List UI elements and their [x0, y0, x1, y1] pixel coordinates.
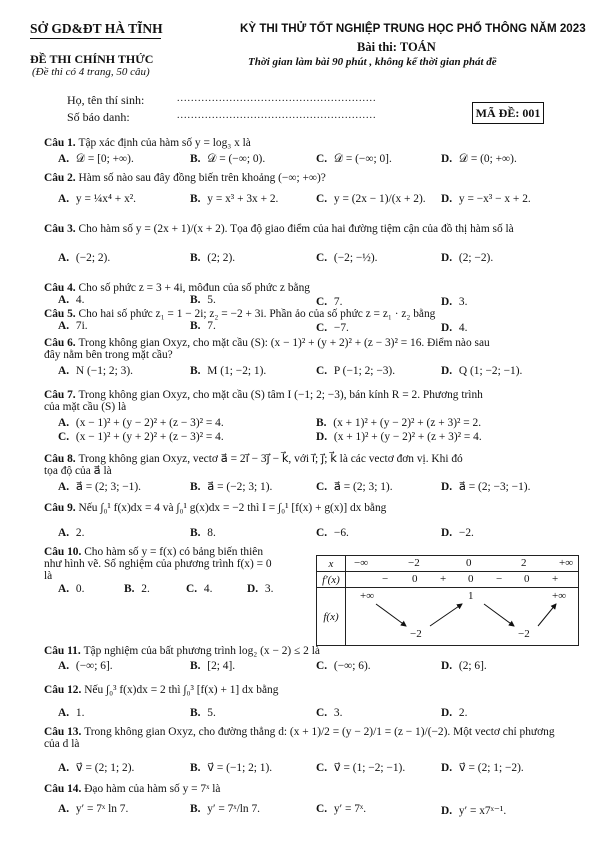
question-text: Đạo hàm của hàm số y = 7ˣ là	[84, 783, 221, 795]
question-text: Tập nghiệm của bất phương trình log₂ (x − 2) ≤ 2 là	[83, 645, 320, 657]
option-text: y = −x³ − x + 2.	[456, 193, 531, 205]
option-letter: C.	[316, 762, 328, 774]
option-text: (x + 1)² + (y − 2)² + (z + 3)² = 4.	[331, 431, 482, 443]
option-text: 1.	[73, 707, 85, 719]
option-letter: D.	[441, 296, 453, 308]
option-letter: A.	[58, 252, 70, 264]
option-text: 3.	[456, 296, 468, 308]
answer-option-a[interactable]	[58, 193, 136, 205]
question-text: Trong không gian Oxyz, cho đường thẳng d: (x + 1)/2 = (y − 2)/1 = (z − 1)/(−2). Một vectơ chỉ phương	[84, 726, 555, 738]
subject-label: Bài thi: TOÁN	[357, 40, 436, 54]
answer-option-c[interactable]	[316, 153, 392, 166]
answer-option-d[interactable]	[441, 365, 522, 377]
option-text: 0.	[73, 583, 85, 595]
option-letter: C.	[316, 365, 328, 377]
question-11	[44, 645, 320, 657]
candidate-id-dots: .........................................................	[177, 110, 377, 121]
option-letter: D.	[247, 583, 259, 595]
candidate-name-label: Họ, tên thí sinh:	[67, 93, 145, 107]
option-text: 3.	[331, 707, 343, 719]
option-letter: B.	[190, 294, 201, 306]
answer-option-b[interactable]	[190, 365, 266, 377]
vt-fp-sign3: −	[496, 573, 503, 585]
answer-option-a[interactable]	[58, 320, 88, 332]
option-letter: C.	[316, 481, 328, 493]
option-letter: B.	[190, 365, 201, 377]
option-text: N (−1; 2; 3).	[73, 365, 133, 377]
option-letter: D.	[441, 527, 453, 539]
question-label: Câu 14.	[44, 783, 85, 795]
question-14	[44, 783, 220, 795]
question-label: Câu 5.	[44, 308, 79, 320]
answer-option-a[interactable]	[58, 660, 113, 672]
answer-option-d[interactable]	[441, 527, 474, 539]
option-letter: D.	[441, 193, 453, 205]
question-9	[44, 502, 386, 514]
question-label: Câu 8.	[44, 453, 79, 465]
question-text: Trong không gian Oxyz, vectơ a⃗ = 2i⃗ − 3j⃗ − k⃗, với i⃗; j⃗; k⃗ là các vectơ đơn vị. Khi đó	[78, 453, 463, 465]
vt-f-start: +∞	[360, 590, 375, 602]
answer-option-b[interactable]	[190, 707, 216, 719]
option-letter: B.	[190, 762, 201, 774]
time-note: Thời gian làm bài 90 phút , không kể thời gian phát đề	[248, 56, 497, 68]
header-divider	[30, 38, 161, 39]
question-label: Câu 1.	[44, 137, 79, 149]
option-letter: D.	[441, 805, 453, 817]
vt-arrows	[346, 588, 578, 646]
answer-option-c[interactable]	[316, 803, 366, 815]
vt-x-pinf: +∞	[559, 557, 574, 569]
option-letter: C.	[316, 707, 328, 719]
option-letter: A.	[58, 153, 70, 165]
answer-option-c[interactable]	[316, 322, 349, 334]
option-text: y = ¼x⁴ + x².	[73, 193, 137, 205]
option-text: (2; 6].	[456, 660, 487, 672]
option-letter: A.	[58, 803, 70, 815]
vt-x-label: x	[317, 556, 346, 572]
vt-fp-zero2: 0	[468, 573, 474, 585]
option-text: y = (2x − 1)/(x + 2).	[331, 193, 426, 205]
answer-option-c[interactable]	[316, 193, 426, 205]
answer-option-a[interactable]	[58, 417, 224, 429]
option-text: 7.	[331, 296, 343, 308]
option-letter: B.	[190, 481, 201, 493]
option-letter: B.	[190, 193, 201, 205]
option-letter: C.	[316, 296, 328, 308]
option-text: a⃗ = (2; 3; 1).	[331, 481, 393, 493]
question-label: Câu 6.	[44, 337, 79, 349]
question-text: Nếu ∫₀³ f(x)dx = 2 thì ∫₀³ [f(x) + 1] dx bằng	[84, 684, 279, 696]
answer-option-a[interactable]	[58, 707, 84, 719]
option-letter: B.	[190, 252, 201, 264]
vt-x-2: 2	[521, 557, 527, 569]
answer-option-d[interactable]	[441, 252, 493, 264]
option-letter: C.	[316, 322, 328, 334]
option-text: y′ = 7ˣ ln 7.	[73, 803, 129, 815]
option-letter: C.	[316, 660, 328, 672]
question-label: Câu 11.	[44, 645, 84, 657]
answer-option-b[interactable]	[124, 583, 150, 595]
answer-option-d[interactable]	[441, 193, 531, 205]
answer-option-b[interactable]	[190, 760, 272, 774]
answer-option-a[interactable]	[58, 252, 110, 264]
answer-option-a[interactable]	[58, 583, 84, 595]
question-7	[44, 389, 483, 401]
question-text: Cho hàm số y = (2x + 1)/(x + 2). Tọa độ giao điểm của hai đường tiệm cận của đồ thị hàm số là	[78, 223, 514, 235]
option-letter: D.	[441, 762, 453, 774]
arrow-up-1	[430, 604, 462, 626]
option-text: 𝒟 = [0; +∞).	[73, 153, 134, 165]
option-letter: B.	[124, 583, 135, 595]
answer-option-b[interactable]	[190, 294, 216, 306]
department-name: SỞ GD&ĐT HÀ TĨNH	[30, 21, 163, 36]
answer-option-c[interactable]	[186, 583, 212, 595]
vt-fp-sign1: −	[382, 573, 389, 585]
question-label: Câu 7.	[44, 389, 79, 401]
option-text: 𝒟 = (−∞; 0).	[204, 153, 266, 165]
option-letter: D.	[441, 660, 453, 672]
option-letter: C.	[316, 527, 328, 539]
option-letter: A.	[58, 707, 70, 719]
question-4	[44, 282, 310, 294]
answer-option-d[interactable]	[441, 296, 467, 308]
vt-fp-zero1: 0	[412, 573, 418, 585]
question-3	[44, 223, 514, 235]
answer-option-b[interactable]	[190, 660, 235, 672]
question-label: Câu 2.	[44, 172, 79, 184]
option-letter: A.	[58, 417, 70, 429]
option-letter: A.	[58, 365, 70, 377]
question-13	[44, 726, 555, 738]
question-text: Cho hai số phức z₁ = 1 − 2i; z₂ = −2 + 3i. Phần ảo của số phức z = z₁ · z₂ bằng	[78, 308, 436, 320]
answer-option-a[interactable]	[58, 294, 84, 306]
option-text: P (−1; 2; −3).	[331, 365, 396, 377]
answer-option-c[interactable]	[316, 660, 371, 672]
arrow-up-2	[538, 604, 556, 626]
option-text: 𝒟 = (−∞; 0].	[331, 153, 392, 165]
candidate-id-label: Số báo danh:	[67, 110, 130, 124]
vt-fp-sign2: +	[440, 573, 447, 585]
answer-option-b[interactable]	[190, 193, 278, 205]
option-text: v⃗ = (2; 1; −2).	[456, 762, 524, 774]
option-text: (−∞; 6].	[73, 660, 113, 672]
option-text: (−∞; 6).	[331, 660, 371, 672]
option-letter: D.	[441, 153, 453, 165]
question-text-continued: của d là	[44, 738, 80, 750]
option-text: a⃗ = (2; 3; −1).	[73, 481, 141, 493]
question-label: Câu 13.	[44, 726, 85, 738]
answer-option-a[interactable]	[58, 803, 128, 815]
option-letter: B.	[190, 660, 201, 672]
option-text: (x − 1)² + (y + 2)² + (z − 3)² = 4.	[73, 431, 224, 443]
question-text-continued: của mặt cầu (S) là	[44, 401, 127, 413]
option-text: (2; −2).	[456, 252, 494, 264]
option-text: 4.	[201, 583, 213, 595]
option-letter: B.	[190, 527, 201, 539]
option-text: (−2; −½).	[331, 252, 378, 264]
option-letter: C.	[316, 153, 328, 165]
question-text: Hàm số nào sau đây đồng biến trên khoảng (−∞; +∞)?	[78, 172, 326, 184]
question-text: Cho số phức z = 3 + 4i, môđun của số phức z bằng	[78, 282, 310, 294]
option-text: (2; 2).	[204, 252, 236, 264]
option-text: 4.	[73, 294, 85, 306]
option-text: 2.	[73, 527, 85, 539]
question-text: Cho hàm số y = f(x) có bảng biến thiên	[84, 546, 264, 558]
option-letter: B.	[316, 417, 327, 429]
vt-x-row	[346, 556, 579, 572]
vt-f-min1: −2	[410, 628, 422, 640]
exam-code-box: MÃ ĐỀ: 001	[472, 102, 544, 124]
question-label: Câu 10.	[44, 546, 85, 558]
answer-option-c[interactable]	[316, 296, 342, 308]
option-letter: D.	[441, 707, 453, 719]
answer-option-c[interactable]	[316, 707, 342, 719]
question-text-continued: là	[44, 570, 53, 582]
option-letter: A.	[58, 481, 70, 493]
option-letter: A.	[58, 320, 70, 332]
question-text: Trong không gian Oxyz, cho mặt cầu (S): (x − 1)² + (y + 2)² + (z − 3)² = 16. Điểm nào sau	[78, 337, 490, 349]
answer-option-d[interactable]	[441, 660, 487, 672]
option-text: 5.	[204, 707, 216, 719]
vt-x-minf: −∞	[354, 557, 369, 569]
answer-option-d[interactable]	[441, 803, 506, 817]
option-letter: D.	[441, 322, 453, 334]
pages-note: (Đề thi có 4 trang, 50 câu)	[32, 66, 150, 78]
question-1	[44, 137, 251, 149]
option-letter: C.	[186, 583, 198, 595]
option-text: 3.	[262, 583, 274, 595]
answer-option-b[interactable]	[190, 527, 216, 539]
question-text-continued: đây nằm bên trong mặt cầu?	[44, 349, 173, 361]
answer-option-c[interactable]	[316, 527, 349, 539]
answer-option-c[interactable]	[316, 760, 405, 774]
question-text-continued: tọa độ của a⃗ là	[44, 465, 112, 477]
question-text: Trong không gian Oxyz, cho mặt cầu (S) tâm I (−1; 2; −3), bán kính R = 2. Phương trình	[78, 389, 483, 401]
option-letter: C.	[316, 252, 328, 264]
option-text: a⃗ = (−2; 3; 1).	[204, 481, 273, 493]
option-text: a⃗ = (2; −3; −1).	[456, 481, 531, 493]
exam-title: KỲ THI THỬ TỐT NGHIỆP TRUNG HỌC PHỔ THÔNG NĂM 2023	[240, 22, 586, 35]
variation-table	[316, 555, 579, 646]
option-text: 8.	[204, 527, 216, 539]
option-letter: C.	[316, 803, 328, 815]
question-6	[44, 337, 490, 349]
option-letter: D.	[316, 431, 328, 443]
answer-option-b[interactable]	[316, 417, 481, 429]
question-text: Nếu ∫₀¹ f(x)dx = 4 và ∫₀¹ g(x)dx = −2 thì I = ∫₀¹ [f(x) + g(x)] dx bằng	[78, 502, 387, 514]
option-letter: B.	[190, 320, 201, 332]
option-letter: A.	[58, 762, 70, 774]
option-text: M (1; −2; 1).	[204, 365, 267, 377]
answer-option-b[interactable]	[190, 320, 216, 332]
option-text: 4.	[456, 322, 468, 334]
option-text: [2; 4].	[204, 660, 236, 672]
option-letter: D.	[441, 481, 453, 493]
option-text: y′ = 7ˣ/ln 7.	[204, 803, 261, 815]
answer-option-d[interactable]	[441, 322, 467, 334]
question-label: Câu 3.	[44, 223, 79, 235]
option-letter: C.	[316, 193, 328, 205]
option-text: y′ = 7ˣ.	[331, 803, 367, 815]
option-letter: A.	[58, 193, 70, 205]
answer-option-a[interactable]	[58, 760, 134, 774]
question-label: Câu 12.	[44, 684, 85, 696]
option-letter: B.	[190, 803, 201, 815]
question-10	[44, 546, 263, 558]
option-text: 7.	[204, 320, 216, 332]
arrow-down-1	[376, 604, 406, 626]
answer-option-c[interactable]	[316, 252, 377, 264]
question-text-continued: như hình vẽ. Số nghiệm của phương trình f(x) = 0	[44, 558, 272, 570]
answer-option-b[interactable]	[190, 252, 235, 264]
answer-option-b[interactable]	[190, 153, 265, 166]
answer-option-b[interactable]	[190, 803, 260, 815]
vt-x-m2: −2	[408, 557, 420, 569]
question-label: Câu 4.	[44, 282, 79, 294]
question-5	[44, 308, 435, 320]
candidate-name-dots: .........................................................	[177, 93, 377, 104]
answer-option-d[interactable]	[441, 153, 517, 166]
question-text: Tập xác định của hàm số y = log₃ x là	[78, 137, 251, 149]
answer-option-d[interactable]	[247, 583, 273, 595]
option-letter: D.	[441, 365, 453, 377]
answer-option-a[interactable]	[58, 527, 84, 539]
option-text: (x − 1)² + (y − 2)² + (z − 3)² = 4.	[73, 417, 224, 429]
option-text: 5.	[204, 294, 216, 306]
vt-fp-zero3: 0	[524, 573, 530, 585]
option-text: v⃗ = (1; −2; −1).	[331, 762, 406, 774]
vt-f-row	[346, 588, 579, 646]
option-letter: A.	[58, 527, 70, 539]
arrow-down-2	[484, 604, 514, 626]
answer-option-c[interactable]	[316, 365, 395, 377]
option-text: −7.	[331, 322, 349, 334]
option-letter: C.	[58, 431, 70, 443]
answer-option-d[interactable]	[441, 479, 530, 493]
answer-option-a[interactable]	[58, 479, 141, 493]
option-text: y′ = x7ˣ⁻¹.	[456, 805, 507, 817]
vt-x-0: 0	[466, 557, 472, 569]
option-text: y = x³ + 3x + 2.	[204, 193, 279, 205]
answer-option-d[interactable]	[441, 760, 524, 774]
option-text: −6.	[331, 527, 349, 539]
answer-option-d[interactable]	[441, 707, 467, 719]
option-text: 2.	[456, 707, 468, 719]
option-letter: B.	[190, 153, 201, 165]
vt-fp-label: f′(x)	[317, 572, 346, 588]
option-text: v⃗ = (2; 1; 2).	[73, 762, 135, 774]
option-text: (−2; 2).	[73, 252, 111, 264]
option-text: 𝒟 = (0; +∞).	[456, 153, 517, 165]
question-12	[44, 684, 278, 696]
answer-option-a[interactable]	[58, 153, 134, 166]
option-text: (x + 1)² + (y − 2)² + (z + 3)² = 2.	[330, 417, 482, 429]
vt-fp-sign4: +	[552, 573, 559, 585]
option-letter: A.	[58, 583, 70, 595]
option-text: −2.	[456, 527, 474, 539]
answer-option-a[interactable]	[58, 365, 133, 377]
vt-f-end: +∞	[552, 590, 567, 602]
vt-f-min2: −2	[518, 628, 530, 640]
official-label: ĐỀ THI CHÍNH THỨC	[30, 52, 154, 66]
option-text: 2.	[138, 583, 150, 595]
option-letter: D.	[441, 252, 453, 264]
vt-fp-row	[346, 572, 579, 588]
option-text: Q (1; −2; −1).	[456, 365, 523, 377]
answer-option-c[interactable]	[316, 479, 393, 493]
question-label: Câu 9.	[44, 502, 79, 514]
answer-option-b[interactable]	[190, 479, 272, 493]
option-letter: B.	[190, 707, 201, 719]
answer-option-c[interactable]	[58, 431, 224, 443]
answer-option-d[interactable]	[316, 431, 482, 443]
vt-f-mid: 1	[468, 590, 474, 602]
vt-f-label: f(x)	[317, 588, 346, 646]
question-2	[44, 172, 326, 184]
option-text: 7i.	[73, 320, 88, 332]
option-letter: A.	[58, 660, 70, 672]
option-text: v⃗ = (−1; 2; 1).	[204, 762, 273, 774]
option-letter: A.	[58, 294, 70, 306]
